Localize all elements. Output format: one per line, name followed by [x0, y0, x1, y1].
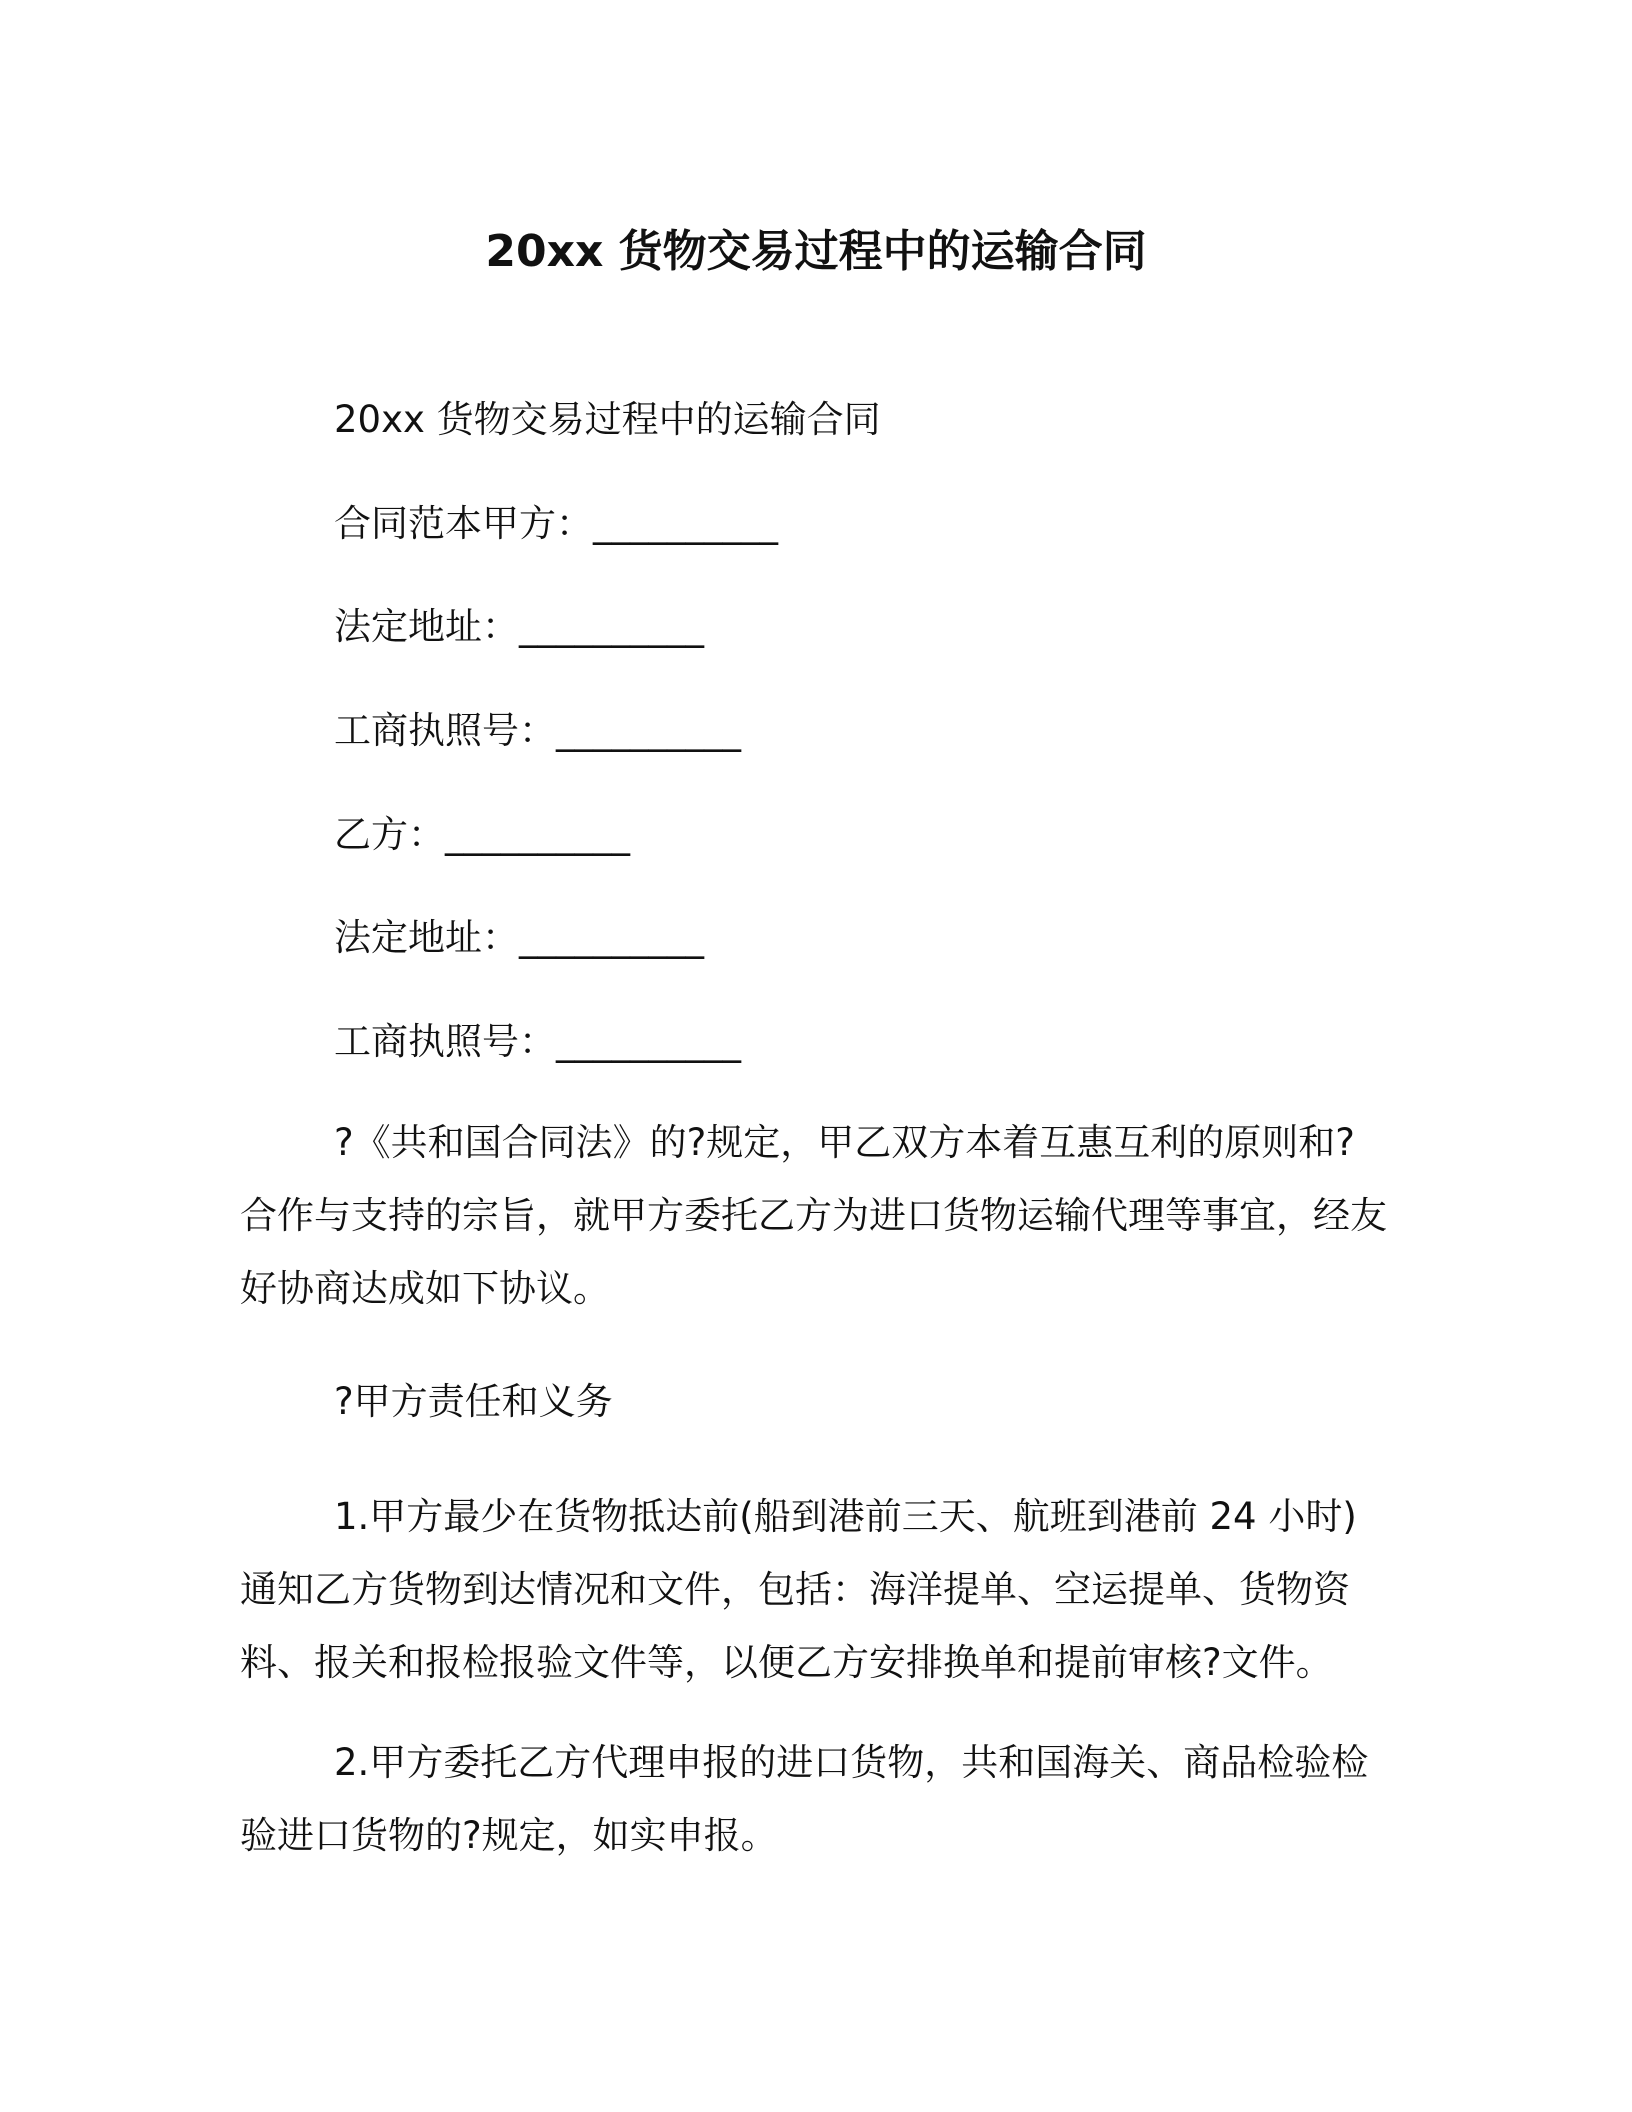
section-heading-party-a-duties: ?甲方责任和义务: [334, 1380, 613, 1423]
party-a-license-field: 工商执照号：__________: [334, 709, 741, 752]
document-title: 20xx 货物交易过程中的运输合同: [485, 226, 1147, 277]
party-b-field: 乙方：__________: [334, 813, 630, 856]
party-b-license-field: 工商执照号：__________: [334, 1020, 741, 1063]
document-subtitle: 20xx 货物交易过程中的运输合同: [334, 398, 881, 441]
clause-2-paragraph: 2.甲方委托乙方代理申报的进口货物，共和国海关、商品检验检验进口货物的?规定，如实申报。: [240, 1741, 1369, 1857]
party-a-field: 合同范本甲方：__________: [334, 502, 778, 545]
preamble-paragraph: ?《共和国合同法》的?规定，甲乙双方本着互惠互利的原则和?合作与支持的宗旨，就甲方委托乙方为进口货物运输代理等事宜，经友好协商达成如下协议。: [240, 1121, 1387, 1310]
clause-1-paragraph: 1.甲方最少在货物抵达前(船到港前三天、航班到港前 24 小时)通知乙方货物到达情况和文件，包括：海洋提单、空运提单、货物资料、报关和报检报验文件等，以便乙方安排换单和提前审核?文件。: [240, 1495, 1357, 1684]
party-a-address-field: 法定地址：__________: [334, 605, 704, 648]
party-b-address-field: 法定地址：__________: [334, 916, 704, 959]
